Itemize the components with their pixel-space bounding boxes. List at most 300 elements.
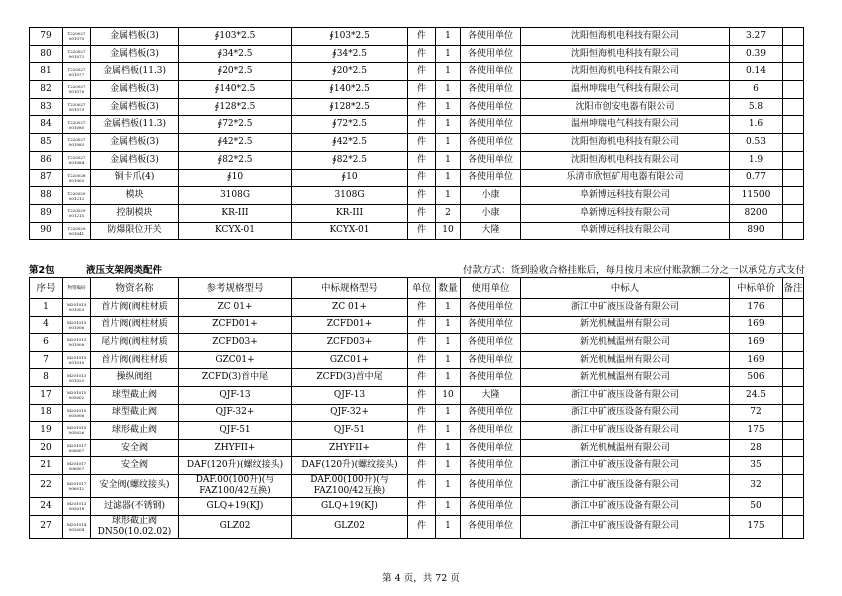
table-row: [30, 334, 804, 352]
cell-name: 过滤器(不锈钢): [91, 497, 179, 515]
header-bid-spec: 中标规格型号: [292, 278, 408, 299]
cell-name: 控制模块: [91, 204, 179, 222]
table-row: [30, 299, 804, 317]
cell-bid-spec: ∮82*2.5: [292, 151, 408, 169]
cell-qty: 1: [436, 116, 461, 134]
cell-name: 球形截止阀 DN50(10.02.02): [91, 515, 179, 538]
cell-no: 18: [30, 404, 63, 422]
cell-bid-spec: GLQ+19(KJ): [292, 497, 408, 515]
cell-code: M201013 005018: [63, 497, 91, 515]
cell-user: 各使用单位: [461, 515, 521, 538]
cell-code: M201015 005006: [63, 404, 91, 422]
cell-price: 24.5: [730, 386, 783, 404]
cell-note: [783, 151, 804, 169]
cell-price: 890: [730, 222, 783, 240]
cell-note: [783, 422, 804, 440]
page-footer: 第 4 页，共 72 页: [382, 573, 460, 584]
cell-code: M201017 006007: [63, 457, 91, 475]
cell-unit: 件: [408, 299, 436, 317]
cell-note: [783, 515, 804, 538]
cell-no: 7: [30, 351, 63, 369]
cell-unit: 件: [408, 28, 436, 46]
cell-unit: 件: [408, 134, 436, 152]
cell-unit: 件: [408, 187, 436, 205]
cell-qty: 10: [436, 386, 461, 404]
cell-price: 32: [730, 474, 783, 497]
table-row: [30, 151, 804, 169]
cell-no: 90: [30, 222, 63, 240]
cell-bidder: 浙江中矿液压设备有限公司: [521, 457, 730, 475]
cell-no: 79: [30, 28, 63, 46]
cell-bid-spec: ∮140*2.5: [292, 81, 408, 99]
cell-no: 81: [30, 63, 63, 81]
cell-name: 金属档板(3): [91, 151, 179, 169]
cell-code: T220027 001077: [63, 63, 91, 81]
cell-qty: 1: [436, 299, 461, 317]
cell-bid-spec: ∮10: [292, 169, 408, 187]
cell-price: 0.14: [730, 63, 783, 81]
cell-name: 球形截止阀: [91, 422, 179, 440]
cell-price: 169: [730, 316, 783, 334]
cell-bidder: 新光机械温州有限公司: [521, 316, 730, 334]
cell-price: 5.8: [730, 98, 783, 116]
cell-unit: 件: [408, 169, 436, 187]
cell-unit: 件: [408, 404, 436, 422]
cell-ref-spec: KCYX-01: [179, 222, 292, 240]
cell-bidder: 沈阳恒海机电科技有限公司: [521, 63, 730, 81]
cell-price: 0.77: [730, 169, 783, 187]
cell-bid-spec: QJF-51: [292, 422, 408, 440]
cell-unit: 件: [408, 474, 436, 497]
cell-qty: 1: [436, 369, 461, 387]
cell-bid-spec: ZC 01+: [292, 299, 408, 317]
cell-user: 各使用单位: [461, 299, 521, 317]
cell-note: [783, 369, 804, 387]
cell-price: 50: [730, 497, 783, 515]
cell-note: [783, 28, 804, 46]
cell-note: [783, 404, 804, 422]
cell-no: 19: [30, 422, 63, 440]
cell-qty: 1: [436, 81, 461, 99]
cell-ref-spec: ZCFD03+: [179, 334, 292, 352]
cell-note: [783, 334, 804, 352]
cell-ref-spec: ZC 01+: [179, 299, 292, 317]
cell-name: 金属档板(3): [91, 134, 179, 152]
cell-user: 各使用单位: [461, 474, 521, 497]
cell-name: 尾片阀(阀柱材质: [91, 334, 179, 352]
table-row: [30, 116, 804, 134]
cell-unit: 件: [408, 204, 436, 222]
cell-qty: 2: [436, 204, 461, 222]
cell-bidder: 浙江中矿液压设备有限公司: [521, 404, 730, 422]
table-row: [30, 369, 804, 387]
table-row: [30, 422, 804, 440]
cell-bid-spec: ∮72*2.5: [292, 116, 408, 134]
cell-unit: 件: [408, 151, 436, 169]
cell-bidder: 沈阳市创安电器有限公司: [521, 98, 730, 116]
cell-bidder: 乐清市欣恒矿用电器有限公司: [521, 169, 730, 187]
cell-user: 大隆: [461, 222, 521, 240]
cell-note: [783, 187, 804, 205]
cell-user: 小康: [461, 187, 521, 205]
cell-bidder: 浙江中矿液压设备有限公司: [521, 386, 730, 404]
table-row: [30, 222, 804, 240]
cell-bid-spec: ∮20*2.5: [292, 63, 408, 81]
cell-code: T220027 001078: [63, 81, 91, 99]
cell-code: M201013 001003: [63, 299, 91, 317]
cell-ref-spec: KR-III: [179, 204, 292, 222]
cell-price: 28: [730, 439, 783, 457]
cell-no: 20: [30, 439, 63, 457]
cell-ref-spec: 3108G: [179, 187, 292, 205]
table-row: [30, 515, 804, 538]
cell-no: 27: [30, 515, 63, 538]
cell-no: 24: [30, 497, 63, 515]
header-bidder: 中标人: [521, 278, 730, 299]
cell-qty: 1: [436, 98, 461, 116]
cell-price: 11500: [730, 187, 783, 205]
cell-qty: 1: [436, 316, 461, 334]
cell-unit: 件: [408, 316, 436, 334]
cell-unit: 件: [408, 422, 436, 440]
cell-ref-spec: DAF(120升)(螺纹接头): [179, 457, 292, 475]
cell-qty: 1: [436, 404, 461, 422]
cell-code: M201017 006012: [63, 474, 91, 497]
cell-note: [783, 497, 804, 515]
cell-unit: 件: [408, 222, 436, 240]
cell-user: 各使用单位: [461, 151, 521, 169]
cell-ref-spec: GLZ02: [179, 515, 292, 538]
table-header-row: [30, 278, 804, 299]
cell-code: T220028 001003: [63, 169, 91, 187]
cell-qty: 1: [436, 187, 461, 205]
cell-price: 72: [730, 404, 783, 422]
cell-code: T220027 001079: [63, 98, 91, 116]
header-ref-spec: 参考规格型号: [179, 278, 292, 299]
cell-code: T220029 001212: [63, 187, 91, 205]
cell-ref-spec: ∮128*2.5: [179, 98, 292, 116]
cell-ref-spec: GZC01+: [179, 351, 292, 369]
cell-unit: 件: [408, 351, 436, 369]
table-row: [30, 316, 804, 334]
cell-name: 安全阀(螺纹接头): [91, 474, 179, 497]
cell-code: T220029 001215: [63, 204, 91, 222]
cell-name: 球型截止阀: [91, 386, 179, 404]
package-label: 第2包: [29, 265, 55, 276]
cell-price: 169: [730, 351, 783, 369]
cell-code: M201013 001008: [63, 334, 91, 352]
cell-bidder: 沈阳恒海机电科技有限公司: [521, 28, 730, 46]
cell-note: [783, 169, 804, 187]
header-qty: 数量: [436, 278, 461, 299]
cell-user: 各使用单位: [461, 81, 521, 99]
cell-qty: 1: [436, 422, 461, 440]
items-table-package-1: [29, 27, 804, 240]
cell-user: 各使用单位: [461, 497, 521, 515]
cell-no: 6: [30, 334, 63, 352]
cell-note: [783, 45, 804, 63]
cell-name: 安全阀: [91, 439, 179, 457]
cell-code: M201015 005026: [63, 422, 91, 440]
cell-no: 1: [30, 299, 63, 317]
cell-price: 506: [730, 369, 783, 387]
cell-bidder: 新光机械温州有限公司: [521, 334, 730, 352]
cell-name: 球型截止阀: [91, 404, 179, 422]
cell-bid-spec: KCYX-01: [292, 222, 408, 240]
cell-note: [783, 116, 804, 134]
cell-bidder: 浙江中矿液压设备有限公司: [521, 497, 730, 515]
table-row: [30, 204, 804, 222]
cell-user: 大隆: [461, 386, 521, 404]
table-row: [30, 98, 804, 116]
cell-note: [783, 204, 804, 222]
cell-no: 87: [30, 169, 63, 187]
table-row: [30, 134, 804, 152]
cell-user: 各使用单位: [461, 28, 521, 46]
cell-user: 各使用单位: [461, 116, 521, 134]
cell-bidder: 浙江中矿液压设备有限公司: [521, 299, 730, 317]
cell-price: 35: [730, 457, 783, 475]
cell-code: T220027 001084: [63, 151, 91, 169]
cell-bid-spec: DAF(120升)(螺纹接头): [292, 457, 408, 475]
cell-ref-spec: QJF-32+: [179, 404, 292, 422]
cell-qty: 1: [436, 334, 461, 352]
cell-bid-spec: ∮128*2.5: [292, 98, 408, 116]
cell-bid-spec: ZHYFII+: [292, 439, 408, 457]
cell-no: 88: [30, 187, 63, 205]
cell-price: 1.6: [730, 116, 783, 134]
cell-price: 6: [730, 81, 783, 99]
cell-price: 169: [730, 334, 783, 352]
cell-ref-spec: QJF-51: [179, 422, 292, 440]
package-title: 液压支架阀类配件: [86, 265, 163, 276]
table-row: [30, 81, 804, 99]
cell-bid-spec: ZCFD03+: [292, 334, 408, 352]
items-table-package-2: [29, 277, 804, 539]
cell-ref-spec: ∮82*2.5: [179, 151, 292, 169]
cell-name: 安全阀: [91, 457, 179, 475]
header-no: 序号: [30, 278, 63, 299]
cell-ref-spec: ∮20*2.5: [179, 63, 292, 81]
cell-bid-spec: 3108G: [292, 187, 408, 205]
cell-ref-spec: ∮42*2.5: [179, 134, 292, 152]
header-user: 使用单位: [461, 278, 521, 299]
table-row: [30, 169, 804, 187]
cell-bidder: 新光机械温州有限公司: [521, 369, 730, 387]
cell-user: 各使用单位: [461, 351, 521, 369]
cell-user: 各使用单位: [461, 404, 521, 422]
cell-qty: 1: [436, 351, 461, 369]
cell-user: 各使用单位: [461, 134, 521, 152]
cell-note: [783, 299, 804, 317]
cell-ref-spec: ZCFD01+: [179, 316, 292, 334]
cell-name: 金属档板(3): [91, 28, 179, 46]
cell-note: [783, 351, 804, 369]
cell-ref-spec: ∮34*2.5: [179, 45, 292, 63]
cell-code: M201015 005002: [63, 386, 91, 404]
cell-bid-spec: ∮34*2.5: [292, 45, 408, 63]
cell-note: [783, 63, 804, 81]
cell-price: 0.53: [730, 134, 783, 152]
header-price: 中标单价: [730, 278, 783, 299]
cell-bid-spec: ZCFD01+: [292, 316, 408, 334]
cell-bidder: 阜新博远科技有限公司: [521, 222, 730, 240]
cell-bidder: 沈阳恒海机电科技有限公司: [521, 151, 730, 169]
cell-no: 22: [30, 474, 63, 497]
cell-price: 175: [730, 515, 783, 538]
cell-name: 金属档板(3): [91, 98, 179, 116]
cell-qty: 1: [436, 28, 461, 46]
cell-no: 82: [30, 81, 63, 99]
cell-code: M201017 006007: [63, 439, 91, 457]
header-name: 物资名称: [91, 278, 179, 299]
table-row: [30, 457, 804, 475]
cell-bidder: 沈阳恒海机电科技有限公司: [521, 45, 730, 63]
cell-no: 85: [30, 134, 63, 152]
cell-bidder: 浙江中矿液压设备有限公司: [521, 474, 730, 497]
cell-name: 金属档板(11.3): [91, 116, 179, 134]
cell-bidder: 新光机械温州有限公司: [521, 351, 730, 369]
cell-unit: 件: [408, 457, 436, 475]
cell-bidder: 浙江中矿液压设备有限公司: [521, 422, 730, 440]
cell-price: 1.9: [730, 151, 783, 169]
cell-bidder: 沈阳恒海机电科技有限公司: [521, 134, 730, 152]
table-row: [30, 439, 804, 457]
cell-qty: 1: [436, 45, 461, 63]
cell-bid-spec: DAF.00(100升)(与 FAZ100/42互换): [292, 474, 408, 497]
cell-note: [783, 439, 804, 457]
cell-qty: 1: [436, 134, 461, 152]
cell-bidder: 浙江中矿液压设备有限公司: [521, 515, 730, 538]
cell-unit: 件: [408, 369, 436, 387]
cell-unit: 件: [408, 386, 436, 404]
cell-bidder: 温州坤瑞电气科技有限公司: [521, 116, 730, 134]
cell-user: 各使用单位: [461, 169, 521, 187]
cell-no: 84: [30, 116, 63, 134]
cell-user: 各使用单位: [461, 457, 521, 475]
cell-unit: 件: [408, 98, 436, 116]
cell-note: [783, 474, 804, 497]
cell-name: 防爆限位开关: [91, 222, 179, 240]
cell-no: 21: [30, 457, 63, 475]
cell-user: 各使用单位: [461, 63, 521, 81]
cell-ref-spec: QJF-13: [179, 386, 292, 404]
table-row: [30, 386, 804, 404]
cell-code: T220027 001080: [63, 116, 91, 134]
cell-no: 86: [30, 151, 63, 169]
cell-name: 首片阀(阀柱材质: [91, 299, 179, 317]
header-note: 备注: [783, 278, 804, 299]
table-row: [30, 474, 804, 497]
cell-bid-spec: KR-III: [292, 204, 408, 222]
cell-price: 176: [730, 299, 783, 317]
cell-code: T220027 001083: [63, 134, 91, 152]
cell-code: M201013 001025: [63, 369, 91, 387]
cell-user: 小康: [461, 204, 521, 222]
cell-price: 0.39: [730, 45, 783, 63]
cell-unit: 件: [408, 63, 436, 81]
cell-user: 各使用单位: [461, 45, 521, 63]
table-row: [30, 404, 804, 422]
cell-ref-spec: ∮72*2.5: [179, 116, 292, 134]
cell-code: T220027 001070: [63, 28, 91, 46]
table-row: [30, 187, 804, 205]
cell-unit: 件: [408, 497, 436, 515]
cell-no: 80: [30, 45, 63, 63]
cell-qty: 1: [436, 474, 461, 497]
cell-user: 各使用单位: [461, 98, 521, 116]
cell-note: [783, 222, 804, 240]
cell-name: 金属档板(3): [91, 45, 179, 63]
cell-bid-spec: GLZ02: [292, 515, 408, 538]
cell-qty: 1: [436, 515, 461, 538]
cell-ref-spec: ∮10: [179, 169, 292, 187]
cell-unit: 件: [408, 116, 436, 134]
cell-user: 各使用单位: [461, 316, 521, 334]
cell-bidder: 温州坤瑞电气科技有限公司: [521, 81, 730, 99]
cell-name: 首片阀(阀柱材质: [91, 316, 179, 334]
cell-bidder: 阜新博远科技有限公司: [521, 204, 730, 222]
cell-unit: 件: [408, 515, 436, 538]
cell-unit: 件: [408, 439, 436, 457]
cell-bid-spec: ∮103*2.5: [292, 28, 408, 46]
cell-ref-spec: ZCFD(3)首中尾: [179, 369, 292, 387]
cell-qty: 1: [436, 457, 461, 475]
cell-ref-spec: ∮103*2.5: [179, 28, 292, 46]
cell-qty: 1: [436, 439, 461, 457]
cell-code: T220029 001041: [63, 222, 91, 240]
cell-user: 各使用单位: [461, 369, 521, 387]
cell-no: 17: [30, 386, 63, 404]
table-row: [30, 497, 804, 515]
cell-name: 模块: [91, 187, 179, 205]
header-unit: 单位: [408, 278, 436, 299]
cell-qty: 1: [436, 151, 461, 169]
cell-price: 175: [730, 422, 783, 440]
cell-user: 各使用单位: [461, 334, 521, 352]
cell-qty: 1: [436, 63, 461, 81]
cell-ref-spec: DAF.00(100升)(与 FAZ100/42互换): [179, 474, 292, 497]
cell-no: 4: [30, 316, 63, 334]
header-code: 物资编码: [63, 278, 91, 299]
cell-bid-spec: QJF-13: [292, 386, 408, 404]
section-header: [29, 262, 805, 276]
cell-user: 各使用单位: [461, 422, 521, 440]
cell-no: 89: [30, 204, 63, 222]
cell-no: 83: [30, 98, 63, 116]
table-row: [30, 45, 804, 63]
cell-note: [783, 386, 804, 404]
cell-name: 操纵阀组: [91, 369, 179, 387]
cell-name: 铜卡爪(4): [91, 169, 179, 187]
cell-ref-spec: ZHYFII+: [179, 439, 292, 457]
cell-user: 各使用单位: [461, 439, 521, 457]
cell-unit: 件: [408, 334, 436, 352]
cell-no: 8: [30, 369, 63, 387]
cell-unit: 件: [408, 81, 436, 99]
cell-note: [783, 457, 804, 475]
cell-price: 8200: [730, 204, 783, 222]
cell-bidder: 阜新博远科技有限公司: [521, 187, 730, 205]
cell-name: 金属档板(11.3): [91, 63, 179, 81]
cell-qty: 1: [436, 169, 461, 187]
cell-price: 3.27: [730, 28, 783, 46]
cell-code: M201013 001006: [63, 316, 91, 334]
cell-note: [783, 316, 804, 334]
cell-qty: 1: [436, 497, 461, 515]
payment-terms: 付款方式：货到验收合格挂账后，每月按月末应付账款额二分之一以承兑方式支付: [462, 265, 805, 276]
cell-qty: 10: [436, 222, 461, 240]
